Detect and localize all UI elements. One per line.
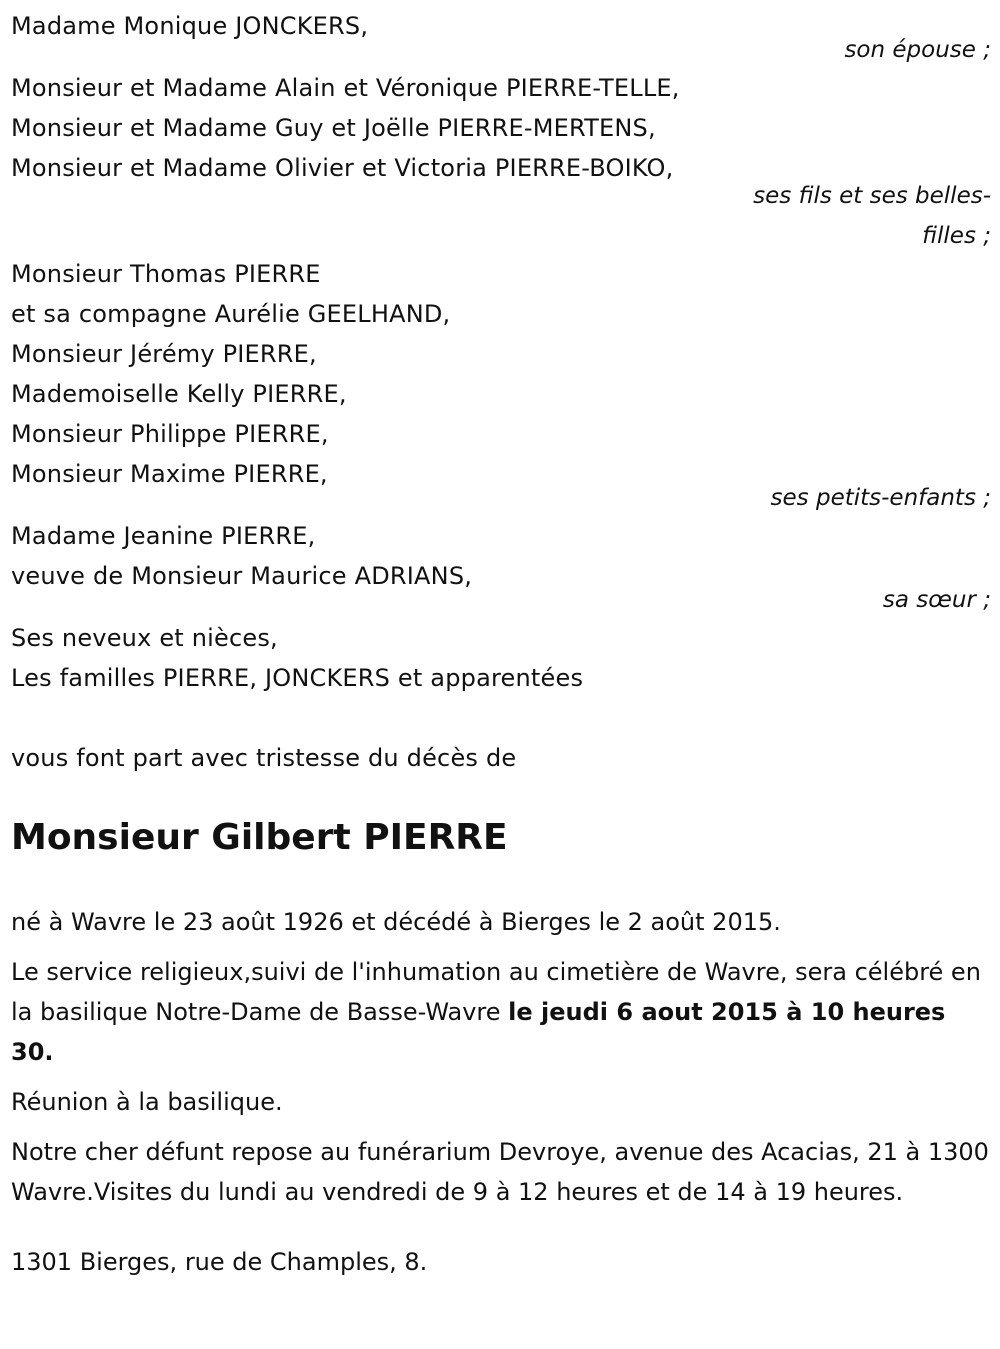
- service-text: Le service religieux,suivi de l'inhumation au cimetière de Wavre, sera célébré en la basilique Notre-Dame de Basse-Wavre: [11, 958, 981, 1026]
- grandchild-1-partner: et sa compagne Aurélie GEELHAND,: [11, 300, 451, 328]
- sister-widow-of: veuve de Monsieur Maurice ADRIANS,: [11, 562, 473, 590]
- obituary-page: [11, 6, 991, 1282]
- sister-name: Madame Jeanine PIERRE,: [11, 522, 316, 550]
- birth-death-dates: né à Wavre le 23 août 1926 et décédé à Bierges le 2 août 2015.: [11, 908, 781, 936]
- grandchild-3: Mademoiselle Kelly PIERRE,: [11, 380, 347, 408]
- grandchildren-relation: ses petits-enfants ;: [770, 485, 991, 511]
- sons-relation: [11, 176, 991, 256]
- nephews-nieces: Ses neveux et nièces,: [11, 624, 278, 652]
- family-address: 1301 Bierges, rue de Champles, 8.: [11, 1248, 428, 1276]
- reunion-text: Réunion à la basilique.: [11, 1088, 283, 1116]
- grandchild-5: Monsieur Maxime PIERRE,: [11, 460, 328, 488]
- grandchild-2: Monsieur Jérémy PIERRE,: [11, 340, 317, 368]
- grandchild-1: Monsieur Thomas PIERRE: [11, 260, 321, 288]
- son-couple-2: Monsieur et Madame Guy et Joëlle PIERRE-MERTENS,: [11, 114, 656, 142]
- son-couple-3: Monsieur et Madame Olivier et Victoria PIERRE-BOIKO,: [11, 154, 674, 182]
- spouse-relation: son épouse ;: [844, 37, 991, 63]
- sons-relation-line1: ses fils et ses belles-: [753, 183, 991, 209]
- grandchild-4: Monsieur Philippe PIERRE,: [11, 420, 329, 448]
- service-date: le jeudi 6 aout 2015 à 10 heures 30.: [11, 998, 946, 1066]
- spacer: [11, 698, 991, 738]
- visits-text: Notre cher défunt repose au funérarium Devroye, avenue des Acacias, 21 à 1300 Wavre.Visites du lundi au vendredi de 9 à 12 heures et de 14 à 19 heures.: [11, 1138, 989, 1206]
- service-paragraph: [11, 952, 991, 1072]
- spouse-name: Madame Monique JONCKERS,: [11, 12, 369, 40]
- sister-relation: sa sœur ;: [882, 587, 991, 613]
- deceased-name: Monsieur Gilbert PIERRE: [11, 817, 508, 858]
- families-line: Les familles PIERRE, JONCKERS et apparentées: [11, 664, 584, 692]
- announcement-text: vous font part avec tristesse du décès de: [11, 744, 517, 772]
- sons-relation-line2: filles ;: [922, 223, 991, 249]
- son-couple-1: Monsieur et Madame Alain et Véronique PIERRE-TELLE,: [11, 74, 680, 102]
